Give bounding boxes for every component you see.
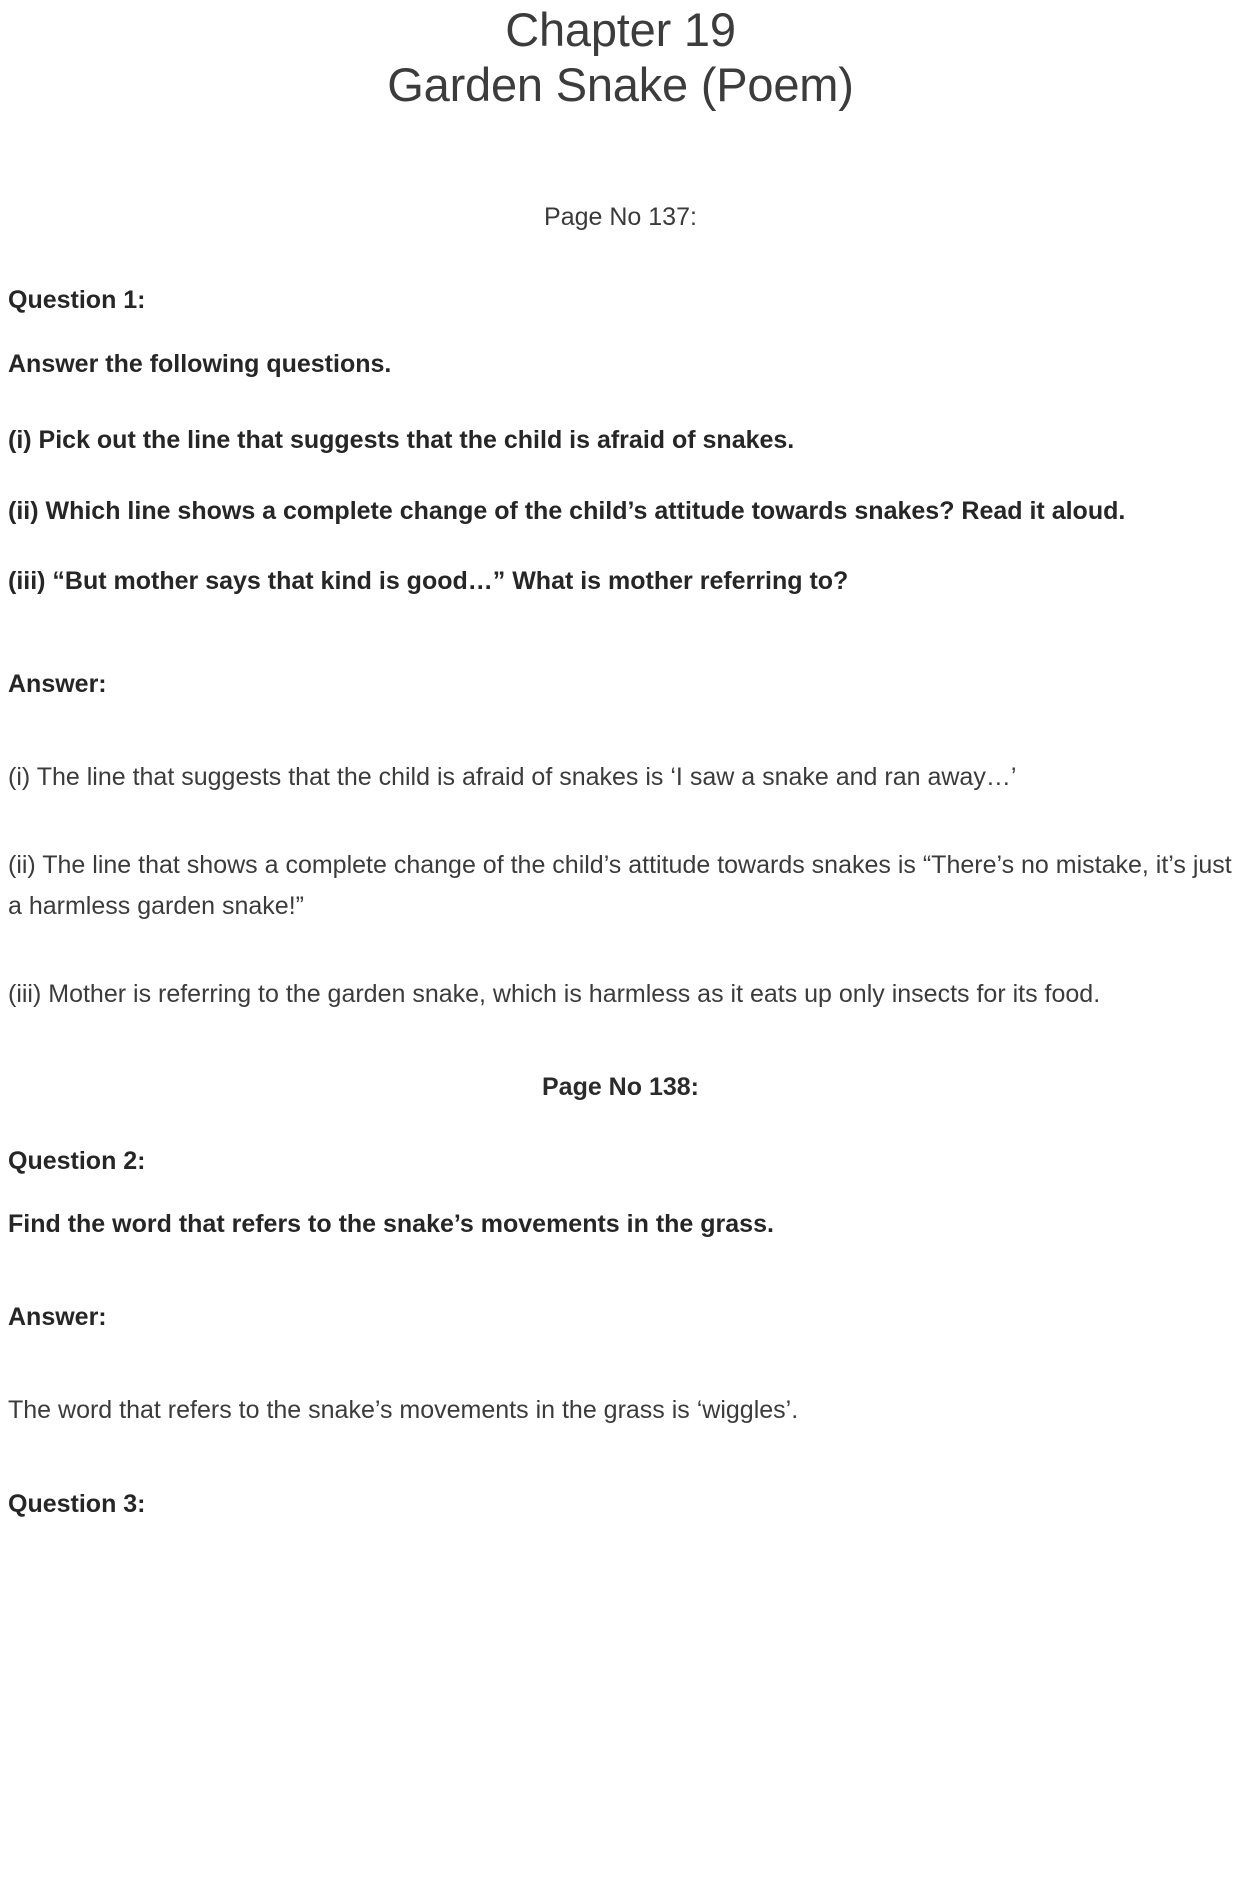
title-line-lesson: Garden Snake (Poem) (387, 58, 854, 112)
question-2-answer: The word that refers to the snake’s movements in the grass is ‘wiggles’. (8, 1396, 799, 1425)
question-1-prompt: Answer the following questions. (8, 349, 392, 378)
question-1-answer-iii: (iii) Mother is referring to the garden snake, which is harmless as it eats up only insects for its food. (8, 979, 1101, 1008)
question-1-answer-ii: (ii) The line that shows a complete change of the child’s attitude towards snakes is “There’s no mistake, it’s just a harmless garden snake!” (8, 850, 1232, 921)
question-1-item-iii: (iii) “But mother says that kind is good…” What is mother referring to? (8, 567, 849, 596)
question-1-answer-heading: Answer: (8, 669, 107, 698)
question-2-prompt: Find the word that refers to the snake’s movements in the grass. (8, 1210, 774, 1239)
title-line-chapter: Chapter 19 (505, 3, 736, 56)
question-1-heading: Question 1: (8, 286, 146, 315)
question-1-item-i: (i) Pick out the line that suggests that the child is afraid of snakes. (8, 426, 795, 455)
question-3-heading: Question 3: (8, 1489, 146, 1518)
page-number-heading-138: Page No 138: (541, 1073, 699, 1102)
question-2-heading: Question 2: (8, 1146, 146, 1175)
question-2-answer-heading: Answer: (8, 1302, 107, 1331)
page-title (8, 0, 1233, 113)
question-1-item-ii: (ii) Which line shows a complete change of the child’s attitude towards snakes? Read it aloud. (8, 496, 1126, 525)
question-1-answer-i: (i) The line that suggests that the child is afraid of snakes is ‘I saw a snake and ran away…’ (8, 763, 1017, 792)
page-number-heading-137: Page No 137: (544, 202, 697, 231)
